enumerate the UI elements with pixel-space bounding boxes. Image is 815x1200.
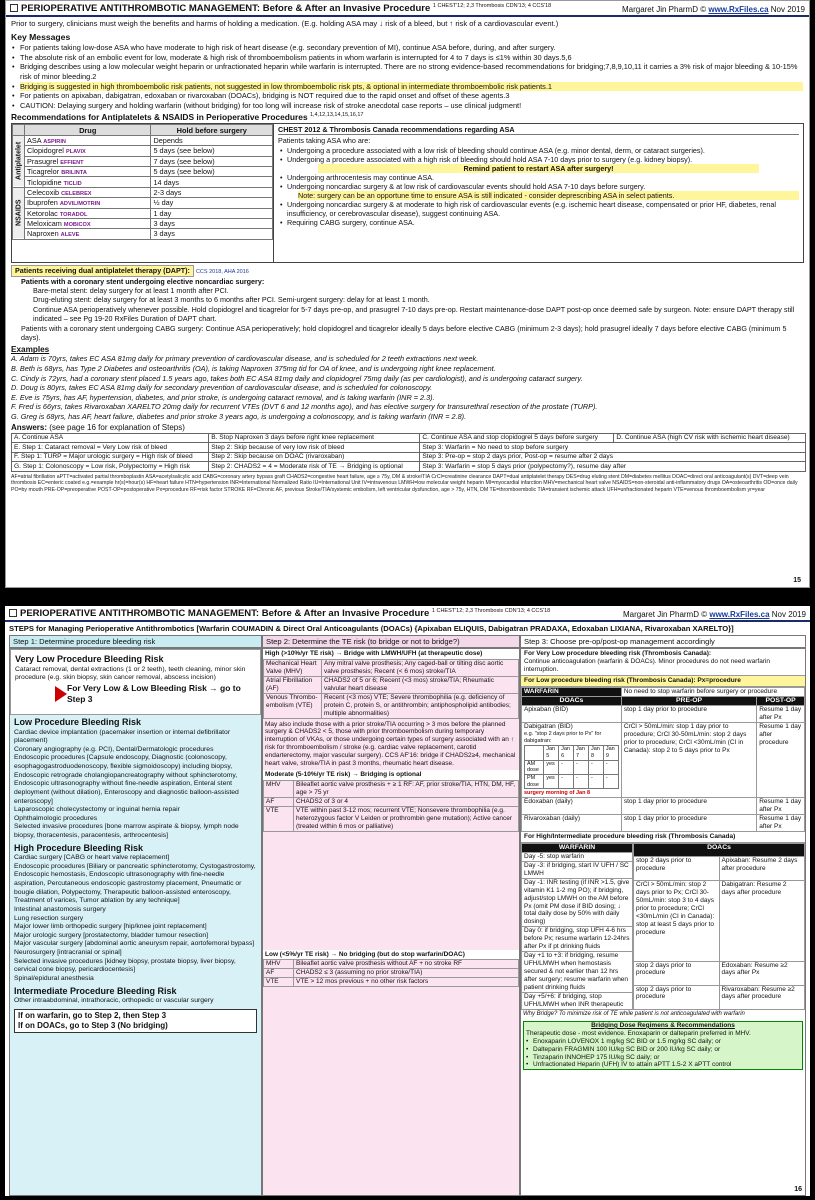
key-message: • The absolute risk of an embolic event for low, moderate & high risk of thromboembolism patients in whom warfarin is interrupted for 4 to 7 days is ≤1% within 30 days.5,6 [20, 53, 803, 63]
drug-column-header: Drug [25, 125, 151, 135]
antiplatelet-label: Antiplatelet [13, 135, 25, 187]
list-item: Lung resection surgery [14, 914, 84, 922]
te-high-heading: High (>10%/yr TE risk) → Bridge with LMWH/UFH (at therapeutic dose) [263, 649, 519, 659]
list-item: Intestinal anastomosis surgery [14, 905, 106, 913]
key-messages-list [6, 43, 809, 110]
table-row: Naproxen ALEVE 3 days [13, 229, 273, 239]
page-number: 15 [793, 577, 801, 584]
page-header [5, 606, 810, 622]
intro-text: Prior to surgery, clinicians must weigh the benefits and harms of holding a medication. (E.g. holding ASA may ↓ risk of a bleed, but ↑ risk of a cardiovascular event.) [11, 19, 559, 29]
list-item: Selected invasive procedures [kidney biopsy, prostate biopsy, liver biopsy, cervical cone biopsy, pericardiocentesis] [14, 957, 236, 974]
table-row: AF CHADS2 of 3 or 4 [264, 797, 519, 806]
website-link[interactable]: www.RxFiles.ca [709, 610, 770, 620]
key-message: • For patients taking low-dose ASA who have moderate to high risk of heart disease (e.g. secondary prevention of MI), continue ASA before, during, and after surgery. [20, 43, 803, 53]
restart-asa-note: Remind patient to restart ASA after surgery! [318, 164, 759, 173]
list-item: Cardiac device implantation (pacemaker insertion or internal defibrillator placement) [14, 728, 231, 745]
examples-heading: Examples [11, 345, 50, 355]
abbreviations: AF=atrial fibrillation aPTT=activated partial thromboplastin ASA=acetylsalicylic acid CABG=coronary artery bypass graft CHADS2=congestive heart failure, age ≥ 75y, DM & stroke/TIA CrCl=creatinine clearance DAPT=dual antiplatelet therapy DES=drug eluting stent DM=diabetes mellitus DOAC=direct oral anticoagulant(s) DVT=deep vein thrombosis EC=enteric coated e.g.=example hr(s)=hour(s) HF=heart failure HTN=hypertension INR=International Normalized Ratio IU=International Unit IV=intravenous LMWH=low molecular weight heparin MI=myocardial infarction MHV=mechanical heart valve NSAIDS=non-steroidal anti-inflammatory drugs OA=osteoarthritis OD=once daily PO=by mouth PRE-OP=preoperative POST-OP=postoperative Px=procedure RF=risk factor STROKE RF=Chronic AF, previous Stroke/TIA/systemic embolism, left ventricular dysfunction, age > 75y, HTN, DM TE=thromboembolic TIA=transient ischemic attack UFH=unfractionated heparin VTE=venous thromboembolism yr=year [11, 473, 798, 493]
table-row: stop 2 days prior to procedure Apixaban: Resume 2 days after procedure [634, 856, 805, 880]
list-item: • Undergoing noncardiac surgery & at low risk of cardiovascular events should hold ASA 7-10 days before surgery. [287, 182, 799, 191]
list-item: Spinal/epidural anesthesia [14, 974, 94, 982]
steps-columns [9, 648, 806, 1196]
list-item: Cardiac surgery [CABG or heart valve replacement] [14, 854, 170, 862]
list-item: Coronary angiography (e.g. PCI), Dental/Dermatologic procedures [14, 745, 214, 753]
arrow-icon [55, 686, 67, 702]
table-row: VTE VTE > 12 mos previous + no other risk factors [264, 978, 519, 987]
key-message: • Bridging describes using a low molecular weight heparin or unfractionated heparin while warfarin is interrupted. There are no strong evidence-based recommendations for bridging;7,8,9,10,11 it carries a 3% risk of major bleeding & 10-15% risk of minor bleeding.2 [20, 62, 803, 81]
dapt-subitem: Continue ASA perioperatively whenever possible. Hold clopidogrel and ticagrelor for 5-7 days pre-op, and prasugrel 7-10 days pre-op. Restart maintenance-dose DAPT post-op once deemed safe by surgeon. Note: ensure DAPT therapy still indicated – see Pg 19-20 RxFiles Duration of DAPT chart. [33, 304, 795, 324]
table-row: Ticlopidine TICLID 14 days [13, 177, 273, 187]
list-item: Major vascular surgery [abdominal aortic aneurysm repair, aortofemoral bypass] [14, 940, 255, 948]
bridging-box [523, 1021, 803, 1071]
table-row: Rivaroxaban (daily) stop 1 day prior to procedure Resume 1 day after Px [522, 814, 805, 831]
dapt-section: Patients receiving dual antiplatelet therapy (DAPT): CCS 2018, AHA 2016 Patients with a coronary stent undergoing elective noncardiac surgery: Bare-metal stent: delay surgery for at least 1 month after PCI. Drug-eluting stent: delay surgery for at least 3 months to 6 months after PCI. Semi-urgent surgery: delay for at least 1 month. Continue ASA perioperatively whenever possible. Hold clopidogrel and ticagrelor for 5-7 days pre-op, and prasugrel 7-10 days pre-op. Restart maintenance-dose DAPT post-op once deemed safe by surgeon. Note: ensure DAPT therapy still indicated – see Pg 19-20 RxFiles Duration of DAPT chart. Patients with a coronary stent undergoing CABG surgery: Continue ASA perioperatively; hold clopidogrel and ticagrelor ideally 5 days before elective CABG (minimum 2-3 days); hold prasugrel ideally 7 days before elective CABG (minimum 5 days). [11, 265, 804, 342]
table-row: Prasugrel EFFIENT 7 days (see below) [13, 156, 273, 166]
example-item: D. Doug is 80yrs, takes EC ASA 81mg daily for secondary prevention of cardiovascular disease, and is scheduled for colonoscopy. [11, 383, 433, 393]
table-row: Venous Thrombo-embolism (VTE) Recent (<3 mos) VTE; Severe thrombophilia (e.g. deficiency of protein C, protein S, or antithrombin; antiphospholipid antibodies; multiple abnormalities) [264, 693, 519, 718]
list-item: • Undergoing a procedure associated with a high risk of bleeding should hold ASA 7-10 days prior to surgery (e.g. kidney biopsy). [287, 155, 799, 164]
table-row: stop 2 days prior to procedure Edoxaban: Resume ≥2 days after Px [634, 961, 805, 985]
chest-recommendations [274, 124, 803, 262]
table-row: stop 2 days prior to procedure Rivaroxaban: Resume ≥2 days after procedure [634, 985, 805, 1009]
checkbox-icon [10, 4, 18, 12]
table-row: G. Step 1: Colonoscopy = Low risk, Polypectomy = High risk Step 2: CHADS2 = 4 = Moderate risk of TE → Bridging is optional Step 3: Warfarin = stop 5 days prior (polypectomy?), resume day after [12, 462, 806, 472]
author-line: Margaret Jin PharmD © www.RxFiles.ca Nov 2019 [622, 610, 806, 620]
deprescribing-note: Note: surgery can be an opportune time to ensure ASA is still indicated - consider deprescribing ASA in select patients. [298, 191, 799, 200]
s3-high-heading: For High/Intermediate procedure bleeding risk (Thrombosis Canada) [521, 832, 805, 843]
nsaids-label: NSAIDS [13, 187, 25, 239]
step1-label: Step 1: Determine procedure bleeding risk [9, 635, 262, 648]
table-row: VTE VTE within past 3-12 mos; recurrent VTE; Nonsevere thrombophilia (e.g. heterozygous factor V Leiden or prothrombin gene mutation); Active cancer (treated within 6 mos or palliative) [264, 806, 519, 831]
example-item: G. Greg is 68yrs, has AF, heart failure, diabetes and prior stroke 3 years ago, is undergoing a colonoscopy, and is taking warfarin (INR = 2.8). [11, 412, 467, 422]
example-item: F. Fred is 66yrs, takes Rivaroxaban XARELTO 20mg daily for recurrent VTEs (DVT 6 and 12 months ago), and has elective surgery for transurethral resection of the prostate (TURP). [11, 402, 598, 412]
table-row: Day -1: INR testing (if INR >1.5, give vitamin K1 1-2 mg PO); if bridging, adjust/stop LMWH on the AM before Px (omit PM dose if BID dosing; ↓ total daily dose by 50% with daily dosing) [522, 878, 633, 927]
page-title: PERIOPERATIVE ANTITHROMBOTIC MANAGEMENT: Before & After an Invasive Procedure $^{1 CHEST'12; 2,3 Thrombosis CDN'13; 4 CCS'18}$ [10, 3, 551, 14]
chest-subheading: Patients taking ASA who are: [278, 136, 371, 146]
table-row: Atrial Fibrillation (AF) CHADS2 of 5 or 6; Recent (<3 mos) stroke/TIA; Rheumatic valvular heart disease [264, 676, 519, 693]
table-row: Mechanical Heart Valve (MHV) Any mitral valve prosthesis; Any caged-ball or tilting disc aortic valve prosthesis; Recent (< 6 mos) stroke/TIA [264, 660, 519, 677]
step3-label: Step 3: Choose pre-op/post-op management accordingly [520, 635, 806, 648]
table-row: Day +5/+6: if bridging, stop UFH/LMWH when INR therapeutic [522, 992, 633, 1009]
table-row: E. Step 1: Cataract removal = Very Low risk of bleed Step 2: Skip because of very low risk of bleed Step 3: Warfarin = No need to stop before surgery [12, 443, 806, 453]
list-item: Selected invasive procedures [bone marrow aspirate & biopsy, lymph node biopsy, thoracentesis, paracentesis, arthrocentesis] [14, 823, 239, 840]
steps-heading: STEPS for Managing Perioperative Antithrombotics [Warfarin COUMADIN & Direct Oral Anticoagulants (DOACs) {Apixaban ELIQUIS, Dabigatran PRADAXA, Edoxaban LIXIANA, Rivaroxaban XARELTO}] [9, 624, 734, 634]
checkbox-icon [9, 609, 17, 617]
te-high-table [263, 659, 519, 718]
list-item: Neurosurgery [intracranial or spinal] [14, 949, 122, 956]
list-item: • Enoxaparin LOVENOX 1 mg/kg SC BID or 1.5 mg/kg SC daily; or [533, 1038, 802, 1046]
table-row: Day -5: stop warfarin [522, 853, 633, 862]
bridging-subheading: Therapeutic dose - most evidence. Enoxaparin or dalteparin preferred in MHV. [526, 1029, 751, 1037]
key-messages-heading: Key Messages [11, 32, 71, 43]
key-message: • CAUTION: Delaying surgery and holding warfarin (without bridging) for too long will increase risk of stroke anecdotal case reports – use clinical judgment! [20, 101, 803, 111]
list-item: Ophthalmologic procedures [14, 814, 98, 822]
table-row: Antiplatelet ASA ASPIRIN Depends [13, 135, 273, 145]
list-item: • Unfractionated Heparin (UFH) IV to attain aPTT 1.5-2 X aPTT control [533, 1061, 802, 1069]
example-item: C. Cindy is 72yrs, had a coronary stent placed 1.5 years ago, takes both EC ASA 81mg daily and clopidogrel 75mg daily (as per cardiologist), and is undergoing cataract surgery. [11, 373, 583, 383]
goto-doacs: If on DOACs, go to Step 3 (No bridging) [18, 1020, 168, 1030]
answers-heading: Answers: (see page 16 for explanation of Steps) [11, 422, 185, 432]
intermediate-risk-heading: Intermediate Procedure Bleeding Risk [14, 985, 177, 996]
page-16 [5, 606, 810, 1196]
page-header [6, 1, 809, 17]
dapt-item: Patients with a coronary stent undergoing elective noncardiac surgery: [21, 276, 265, 286]
table-row: Apixaban (BID) stop 1 day prior to procedure Resume 1 day after Px [522, 706, 805, 723]
key-message: • For patients on apixaban, dabigatran, edoxaban or rivaroxaban (DOACs), bridging is NOT required due to the rapid onset and offset of these agents.3 [20, 91, 803, 101]
recommendations-heading: Recommendations for Antiplatelets & NSAIDS in Perioperative Procedures $^{1,4,12,13,14,15,16,17}$ [11, 112, 364, 123]
chest-heading: CHEST 2012 & Thrombosis Canada recommendations regarding ASA [278, 125, 799, 135]
s3-very-low-heading: For Very Low procedure bleeding risk (Thrombosis Canada): [524, 650, 712, 658]
list-item: • Undergoing arthrocentesis may continue ASA. [287, 173, 799, 182]
page-title: PERIOPERATIVE ANTITHROMBOTIC MANAGEMENT: Before & After an Invasive Procedure $^{1 CHEST'12; 2,3 Thrombosis CDN'13; 4 CCS'18}$ [9, 608, 550, 619]
example-item: B. Beth is 68yrs, has Type 2 Diabetes and osteoarthritis (OA), is taking Naproxen 375mg tid for OA of knee, and is undergoing right knee replacement. [11, 363, 496, 373]
example-item: E. Eve is 75yrs, has AF, hypertension, diabetes, and prior stroke, is undergoing cataract removal, and is taking warfarin (INR = 2.3). [11, 392, 435, 402]
table-row: NSAIDS Celecoxib CELEBREX 2-3 days [13, 187, 273, 197]
website-link[interactable]: www.RxFiles.ca [708, 5, 769, 15]
low-risk-heading: Low Procedure Bleeding Risk [14, 717, 142, 728]
steps-bar [9, 635, 806, 648]
calendar-note: surgery morning of Jan 8 [524, 790, 591, 797]
page-15 [5, 0, 810, 588]
warfarin-schedule: WARFARIN Day -5: stop warfarin Day -3: if bridging, start IV UFH / SC LMWH Day -1: INR testing (if INR >1.5, give vitamin K1 1-2 mg PO); if bridging, adjust/stop LMWH on the AM before Px (omit PM dose if BID dosing; ↓ total daily dose by 50% with daily dosing) Day 0: if bridging, stop UFH 4-6 hrs before Px; resume warfarin 12-24hrs after Px if pt drinking fluids Day +1 to +3: if bridging, resume UFH/LMWH when hemostasis secured & not earlier than 12 hrs after surgery; resume warfarin when patient drinking fluids Day +5/+6: if bridging, stop UFH/LMWH when INR therapeutic [521, 843, 633, 1010]
table-row: CrCl > 50mL/min: stop 2 days prior to Px; CrCl 30-50mL/min: stop 3 to 4 days prior to procedure; CrCl <30mL/min (CI in Canada): stop at least 5 days prior to procedure Dabigatran: Resume 2 days after procedure [634, 881, 805, 962]
example-item: A. Adam is 70yrs, takes EC ASA 81mg daily for primary prevention of cardiovascular disease, and is scheduled for 2 teeth extractions next week. [11, 354, 479, 364]
list-item: • Undergoing noncardiac surgery & at moderate to high risk of cardiovascular events (e.g. ischemic heart disease, compensated or prior HF, diabetes, renal insufficiency, or cerebrovascular disease), suggest continuing ASA. [287, 200, 799, 218]
table-row: Meloxicam MOBICOX 3 days [13, 218, 273, 228]
high-risk-heading: High Procedure Bleeding Risk [14, 842, 144, 853]
s3-very-low-box [521, 649, 805, 676]
low-risk-doac-table: WARFARIN No need to stop warfarin before surgery or procedure DOACs PRE-OP POST-OP Apixaban (BID) stop 1 day prior to procedure Resume 1 day after Px Dabigatran (BID) e.g. "stop 2 days prior to Px" for dabigatran: Jan 5 Jan 6 Jan 7 Jan 8 Jan 9 AM dose yes - - - - PM dose yes - - - - surgery morning of Jan 8 CrCl > 50mL/min: stop 1 day prior to procedure; CrCl 30-50mL/min: stop 2 days prior to procedure; CrCl <30mL/min (CI in Canada): stop 2 to 5 days prior to Px Resume 1 day after procedure Edoxaban (daily) stop 1 day prior to procedure Resume 1 day after Px Rivaroxaban (daily) stop 1 day prior to procedure Resume 1 day after Px [521, 687, 805, 832]
step2-label: Step 2: Determine the TE risk (to bridge or not to bridge?) [262, 635, 520, 648]
drug-hold-table [12, 124, 274, 262]
bleeding-risk-column [9, 648, 262, 1196]
table-row: Ketorolac TORADOL 1 day [13, 208, 273, 218]
list-item: • Undergoing a procedure associated with a low risk of bleeding should continue ASA (e.g. minor dental, derm, or cataract surgeries). [287, 146, 799, 155]
te-moderate-heading: Moderate (5-10%/yr TE risk) → Bridging is optional [263, 770, 519, 780]
s3-low-heading: For Low procedure bleeding risk (Thrombosis Canada): Px=procedure [521, 676, 805, 687]
dapt-subitem: Drug-eluting stent: delay surgery for at least 3 months to 6 months after PCI. Semi-urgent surgery: delay for at least 1 month. [33, 295, 430, 305]
why-bridge: Why Bridge? To minimize risk of TE while patient is not anticoagulated with warfarin [523, 1010, 745, 1017]
list-item: Major lower limb orthopedic surgery [hip/knee joint replacement] [14, 923, 207, 931]
te-low-table [263, 959, 519, 987]
list-item: • Requiring CABG surgery, continue ASA. [287, 218, 799, 227]
table-row: Clopidogrel PLAVIX 5 days (see below) [13, 146, 273, 156]
table-row: Ibuprofen ADVIL/MOTRIN ½ day [13, 198, 273, 208]
table-row: Dabigatran (BID) e.g. "stop 2 days prior to Px" for dabigatran: Jan 5 Jan 6 Jan 7 Jan 8 Jan 9 AM dose yes - - - - PM dose yes - - - - surgery morning of Jan 8 CrCl > 50mL/min: stop 1 day prior to procedure; CrCl 30-50mL/min: stop 2 days prior to procedure; CrCl <30mL/min (CI in Canada): stop 2 to 5 days prior to Px Resume 1 day after procedure [522, 722, 805, 797]
hold-column-header: Hold before surgery [151, 125, 273, 135]
table-row: Ticagrelor BRILINTA 5 days (see below) [13, 166, 273, 176]
list-item: • Tinzaparin INNOHEP 175 IU/kg SC daily; or [533, 1054, 802, 1062]
table-row: Day -3: if bridging, start IV UFH / SC LMWH [522, 861, 633, 878]
answers-table [11, 433, 806, 472]
table-row: AF CHADS2 ≤ 3 (assuming no prior stroke/TIA) [264, 969, 519, 978]
key-message-highlight: • Bridging is suggested in high thromboembolic risk patients, not suggested in low thromboembolic risk pts, & optional in intermediate thromboembolic risk patients.1 [20, 82, 803, 92]
goto-box [14, 1009, 257, 1033]
very-low-text: Cataract removal, dental extractions (1 or 2 teeth), teeth cleaning, minor skin procedure (e.g. skin biopsy, skin cancer removal, abscess incision) [15, 665, 246, 682]
very-low-risk-box [10, 649, 261, 715]
te-low-heading: Low (<5%/yr TE risk) → No bridging (but do stop warfarin/DOAC) [263, 950, 519, 960]
dapt-item: Patients with a coronary stent undergoing CABG surgery: Continue ASA perioperatively; hold clopidogrel and ticagrelor ideally 5 days before elective CABG (minimum 2-3 days); hold prasugrel ideally 7 days before elective CABG (minimum 5 days). [21, 323, 787, 342]
list-item: Laparoscopic cholecystectomy or inguinal hernia repair [14, 806, 180, 814]
author-line: Margaret Jin PharmD © www.RxFiles.ca Nov 2019 [621, 5, 805, 15]
calendar-example: Jan 5 Jan 6 Jan 7 Jan 8 Jan 9 AM dose yes - - - - PM dose yes - - - - [524, 745, 619, 789]
very-low-heading: Very Low Procedure Bleeding Risk [15, 654, 164, 665]
table-row: A. Continue ASA B. Stop Naproxen 3 days before right knee replacement C. Continue ASA and stop clopidogrel 5 days before surgery D. Continue ASA (high CV risk with ischemic heart disease) [12, 433, 806, 443]
dapt-subitem: Bare-metal stent: delay surgery for at least 1 month after PCI. [33, 286, 229, 296]
high-risk-management [521, 843, 805, 1010]
table-row: Day 0: if bridging, stop UFH 4-6 hrs before Px; resume warfarin 12-24hrs after Px if pt drinking fluids [522, 927, 633, 952]
table-row: WARFARIN No need to stop warfarin before surgery or procedure [522, 687, 805, 696]
goto-warfarin: If on warfarin, go to Step 2, then Step 3 [18, 1010, 167, 1020]
table-row: F. Step 1: TURP = Major urologic surgery = High risk of bleed Step 2: Skip because on DOAC (rivaroxaban) Step 3: Pre-op = stop 2 days prior, Post-op = resume after 2 days [12, 452, 806, 462]
go-to-step3-arrow: For Very Low & Low Bleeding Risk → go to Step 3 [55, 683, 256, 705]
page-number: 16 [794, 1186, 802, 1193]
dapt-heading: Patients receiving dual antiplatelet therapy (DAPT): [11, 265, 194, 276]
table-row: Day +1 to +3: if bridging, resume UFH/LMWH when hemostasis secured & not earlier than 12 hrs after surgery; resume warfarin when patient drinking fluids [522, 952, 633, 993]
table-row: Edoxaban (daily) stop 1 day prior to procedure Resume 1 day after Px [522, 798, 805, 815]
recommendations-box [11, 123, 804, 263]
te-risk-column [262, 648, 520, 1196]
examples-list [6, 354, 809, 421]
management-column [520, 648, 806, 1196]
list-item: Endoscopic procedures [Capsule endoscopy, Diagnostic (colonoscopy, esophagogastroduodenoscopy, flexible sigmoidoscopy) including biopsy, Endoscopic retrograde cholangiopancreatography without sphincterotomy, Endoscopic ultrasonography without fine-needle aspiration, Enteral stent deployment (without dilation), Enteroscopy and diagnostic balloon-assisted enteroscopy] [14, 754, 239, 805]
s3-very-low-text: Continue anticoagulation (warfarin & DOACs). Minor procedures do not need warfarin interruption. [524, 658, 771, 673]
bridging-heading: Bridging Dose Regimens & Recommendations [591, 1021, 735, 1029]
te-high-note: May also include those with a prior stroke/TIA occurring > 3 mos before the planned surgery & CHADS2 < 5, those with prior thromboembolism during temporary interruption of VKAs, or those undergoing certain types of surgery associated with an ↑ risk for thromboembolism / stroke (e.g. cardiac valve replacement, carotid endarterectomy, major vascular surgery). CCS AF'16: bridge if CHADS2≥4, mechanical heart valve, stroke/TIA in past 3 months, rheumatic heart disease. [265, 720, 516, 768]
table-row: MHV Bileaflet aortic valve prosthesis without AF + no stroke RF [264, 960, 519, 969]
list-item: Major urologic surgery [prostatectomy, bladder tumour resection] [14, 931, 209, 939]
intermediate-text: Other intraabdominal, intrathoracic, orthopedic or vascular surgery [14, 996, 214, 1004]
list-item: Endoscopic procedures [Biliary or pancreatic sphincterotomy, Cystogastrostomy, Endoscopic hemostasis, Endoscopic ultrasonography with fine-needle aspiration, Percutaneous endoscopic gastrostomy placement, Pneumatic or bougie dilation, Polypectomy, Therapeutic balloon-assisted enteroscopy, Treatment of varices, Tumor ablation by any technique] [14, 862, 256, 905]
doac-high-risk-table: DOACs stop 2 days prior to procedure Apixaban: Resume 2 days after procedure CrCl > 50mL/min: stop 2 days prior to Px; CrCl 30-50mL/min: stop 3 to 4 days prior to procedure; CrCl <30mL/min (CI in Canada): stop at least 5 days prior to procedure Dabigatran: Resume 2 days after procedure stop 2 days prior to procedure Edoxaban: Resume ≥2 days after Px stop 2 days prior to procedure Rivaroxaban: Resume ≥2 days after procedure [633, 843, 805, 1010]
table-row: MHV Bileaflet aortic valve prosthesis + ≥ 1 RF: AF, prior stroke/TIA, HTN, DM, HF, age > 75 yr [264, 780, 519, 797]
te-moderate-table [263, 780, 519, 832]
list-item: • Dalteparin FRAGMIN 100 IU/kg SC BID or 200 IU/kg SC daily; or [533, 1046, 802, 1054]
calendar-label: e.g. "stop 2 days prior to Px" for dabigatran: [524, 730, 602, 744]
